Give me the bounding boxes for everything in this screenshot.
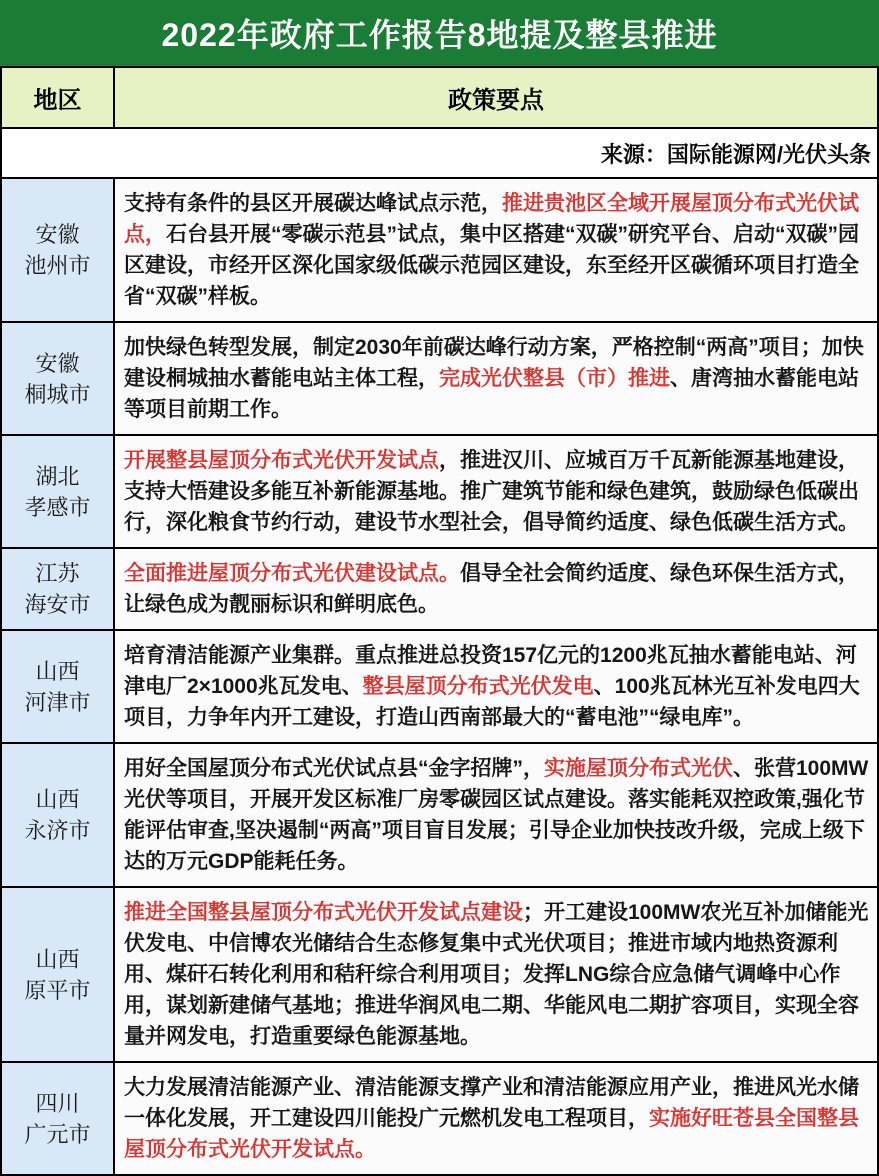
source-row: [2, 129, 877, 179]
policy-highlight-text: 完成光伏整县（市）推进: [439, 367, 670, 390]
policy-table: [0, 66, 879, 1176]
policy-cell: [115, 1063, 877, 1174]
page-title: 2022年政府工作报告8地提及整县推进: [161, 17, 718, 53]
region-line: 河津市: [24, 689, 91, 715]
title-banner: [0, 0, 879, 66]
policy-cell: [115, 549, 877, 629]
table-row: [2, 436, 877, 549]
table-body: [2, 179, 877, 1174]
table-row: [2, 631, 877, 744]
policy-highlight-text: 推进贵池区全域开展屋顶分布式光伏试点，: [124, 192, 859, 246]
policy-text: ；开工建设100MW农光互补加储能光伏发电、中信博农光储结合生态修复集中式光伏项目；推进市域内地热资源利用、煤矸石转化利用和秸秆综合利用项目；发挥LNG综合应急储气调峰中心作用，谋划新建储气基地；推进华润风电二期、华能风电二期扩容项目，实现全容量并网发电，打造重要绿色能源基地。: [124, 901, 869, 1048]
region-cell: [2, 549, 115, 629]
policy-highlight-text: 推进全国整县屋顶分布式光伏开发试点建设: [124, 901, 523, 924]
table-row: [2, 744, 877, 888]
region-line: 永济市: [24, 818, 91, 843]
region-line: 桐城市: [24, 381, 91, 407]
policy-highlight-text: 开展整县屋顶分布式光伏开发试点: [124, 449, 439, 472]
region-line: 山西: [35, 946, 80, 972]
policy-text: 大力发展清洁能源产业、清洁能源支撑产业和清洁能源应用产业，推进风光水储一体化发展，开工建设四川能投广元燃机发电工程项目，: [124, 1076, 859, 1130]
policy-text: 倡导全社会简约适度、绿色环保生活方式，让绿色成为靓丽标识和鲜明底色。: [124, 562, 859, 616]
policy-highlight-text: 整县屋顶分布式光伏发电: [362, 675, 594, 698]
region-cell: [2, 323, 115, 434]
column-header-policy: 政策要点: [448, 87, 544, 114]
table-row: [2, 888, 877, 1063]
region-line: 原平市: [24, 977, 91, 1003]
column-header-region: 地区: [2, 68, 115, 127]
region-line: 山西: [35, 658, 80, 684]
policy-text: 、100兆瓦林光互补发电四大项目，力争年内开工建设，打造山西南部最大的“蓄电池”“绿电库”。: [124, 675, 860, 729]
region-line: 江苏: [35, 561, 80, 586]
region-line: 安徽: [35, 222, 80, 247]
policy-cell: [115, 179, 877, 321]
policy-highlight-text: 实施好旺苍县全国整县屋顶分布式光伏开发试点。: [124, 1107, 859, 1161]
policy-text: ，推进汉川、应城百万千瓦新能源基地建设，支持大悟建设多能互补新能源基地。推广建筑节能和绿色建筑，鼓励绿色低碳出行，深化粮食节约行动，建设节水型社会，倡导简约适度、绿色低碳生活方式。: [124, 449, 859, 534]
policy-cell: [115, 631, 877, 742]
policy-highlight-text: 实施屋顶分布式光伏: [544, 757, 733, 780]
region-line: 池州市: [24, 253, 91, 278]
region-cell: [2, 888, 115, 1061]
region-line: 海安市: [24, 592, 91, 617]
table-header-row: [2, 68, 877, 129]
policy-text: 用好全国屋顶分布式光伏试点县“金字招牌”，: [124, 757, 544, 780]
region-line: 广元市: [24, 1121, 91, 1147]
policy-cell: [115, 436, 877, 547]
region-line: 山西: [35, 787, 80, 812]
source-text: 来源：国际能源网/光伏头条: [600, 142, 871, 167]
region-line: 四川: [35, 1090, 80, 1116]
policy-cell: [115, 744, 877, 886]
policy-text: 、张营100MW光伏等项目，开展开发区标准厂房零碳园区试点建设。落实能耗双控政策,强化节能评估审查,坚决遏制“两高”项目盲目发展；引导企业加快技改升级，完成上级下达的万元GDP能耗任务。: [124, 757, 869, 873]
table-row: [2, 1063, 877, 1174]
table-row: [2, 323, 877, 436]
policy-text: 支持有条件的县区开展碳达峰试点示范，: [124, 192, 502, 215]
region-line: 湖北: [35, 463, 80, 489]
region-cell: [2, 179, 115, 321]
policy-text: 、唐湾抽水蓄能电站等项目前期工作。: [124, 367, 859, 421]
region-cell: [2, 744, 115, 886]
policy-text: 石台县开展“零碳示范县”试点，集中区搭建“双碳”研究平台、启动“双碳”园区建设，市经开区深化国家级低碳示范园区建设，东至经开区碳循环项目打造全省“双碳”样板。: [124, 223, 859, 308]
region-cell: [2, 1063, 115, 1174]
table-row: [2, 179, 877, 323]
policy-highlight-text: 全面推进屋顶分布式光伏建设试点。: [124, 562, 460, 585]
region-cell: [2, 436, 115, 547]
policy-cell: [115, 888, 877, 1061]
table-row: [2, 549, 877, 631]
region-line: 安徽: [35, 350, 80, 376]
region-line: 孝感市: [24, 494, 91, 520]
policy-cell: [115, 323, 877, 434]
policy-text: 加快绿色转型发展，制定2030年前碳达峰行动方案，严格控制“两高”项目；加快建设桐城抽水蓄能电站主体工程，: [124, 336, 864, 390]
policy-text: 培育清洁能源产业集群。重点推进总投资157亿元的1200兆瓦抽水蓄能电站、河津电厂2×1000兆瓦发电、: [124, 644, 857, 698]
region-cell: [2, 631, 115, 742]
